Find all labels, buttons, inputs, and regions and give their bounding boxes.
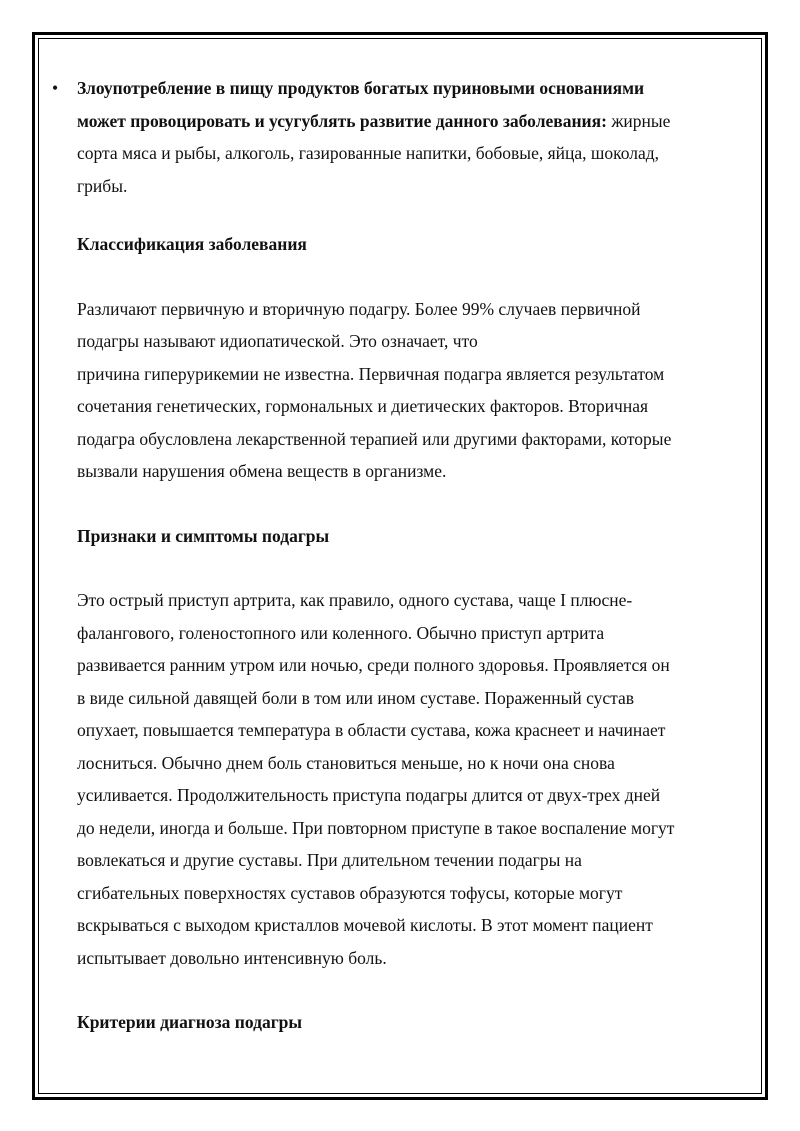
document-body <box>52 72 737 1039</box>
bullet-line-1 <box>77 72 737 105</box>
paragraph-classification <box>77 293 737 488</box>
symptoms-line-7: усиливается. Продолжительность приступа подагры длится от двух-трех дней <box>77 785 661 805</box>
bullet-line-2-normal: жирные <box>606 110 671 131</box>
symptoms-line-10: сгибательных поверхностях суставов образуются тофусы, которые могут <box>77 882 623 903</box>
heading-diagnosis: Критерии диагноза подагры <box>77 1012 303 1032</box>
bullet-line-3 <box>77 137 737 170</box>
classification-line-4: сочетания генетических, гормональных и диетических факторов. Вторичная <box>77 396 649 416</box>
symptoms-line-9: вовлекаться и другие суставы. При длительном течении подагры на <box>77 850 582 870</box>
bullet-line-2 <box>77 105 737 138</box>
bullet-line-4 <box>77 170 737 203</box>
classification-line-1: Различают первичную и вторичную подагру. Более 99% случаев первичной <box>77 298 641 319</box>
bullet-line-1-bold: Злоупотребление в пищу продуктов богатых пуриновыми основаниями <box>77 78 645 98</box>
symptoms-line-11: вскрываться с выходом кристаллов мочевой кислоты. В этот момент пациент <box>77 915 653 935</box>
symptoms-line-4: в виде сильной давящей боли в том или ином суставе. Пораженный сустав <box>77 687 635 708</box>
bullet-line-4-normal: грибы. <box>77 175 128 196</box>
symptoms-line-12: испытывает довольно интенсивную боль. <box>77 947 387 968</box>
heading-symptoms: Признаки и симптомы подагры <box>77 525 330 546</box>
symptoms-line-6: лосниться. Обычно днем боль становиться меньше, но к ночи она снова <box>77 752 615 773</box>
paragraph-symptoms <box>77 584 737 974</box>
symptoms-line-3: развивается ранним утром или ночью, среди полного здоровья. Проявляется он <box>77 655 670 675</box>
symptoms-line-2: фалангового, голеностопного или коленного. Обычно приступ артрита <box>77 622 605 643</box>
classification-line-3: причина гиперурикемии не известна. Первичная подагра является результатом <box>77 363 665 384</box>
classification-line-6: вызвали нарушения обмена веществ в организме. <box>77 461 447 481</box>
classification-line-5: подагра обусловлена лекарственной терапией или другими факторами, которые <box>77 428 672 449</box>
bullet-marker: • <box>52 78 59 98</box>
heading-classification: Классификация заболевания <box>77 234 307 254</box>
bullet-line-3-normal: сорта мяса и рыбы, алкоголь, газированные напитки, бобовые, яйца, шоколад, <box>77 143 660 163</box>
symptoms-line-5: опухает, повышается температура в области сустава, кожа краснеет и начинает <box>77 720 666 740</box>
bullet-line-2-bold: может провоцировать и усугублять развитие данного заболевания: <box>77 110 607 131</box>
classification-line-2: подагры называют идиопатической. Это означает, что <box>77 331 478 351</box>
symptoms-line-8: до недели, иногда и больше. При повторном приступе в такое воспаление могут <box>77 817 675 838</box>
symptoms-line-1: Это острый приступ артрита, как правило, одного сустава, чаще I плюсне- <box>77 590 633 610</box>
bullet-list-item <box>52 72 737 202</box>
